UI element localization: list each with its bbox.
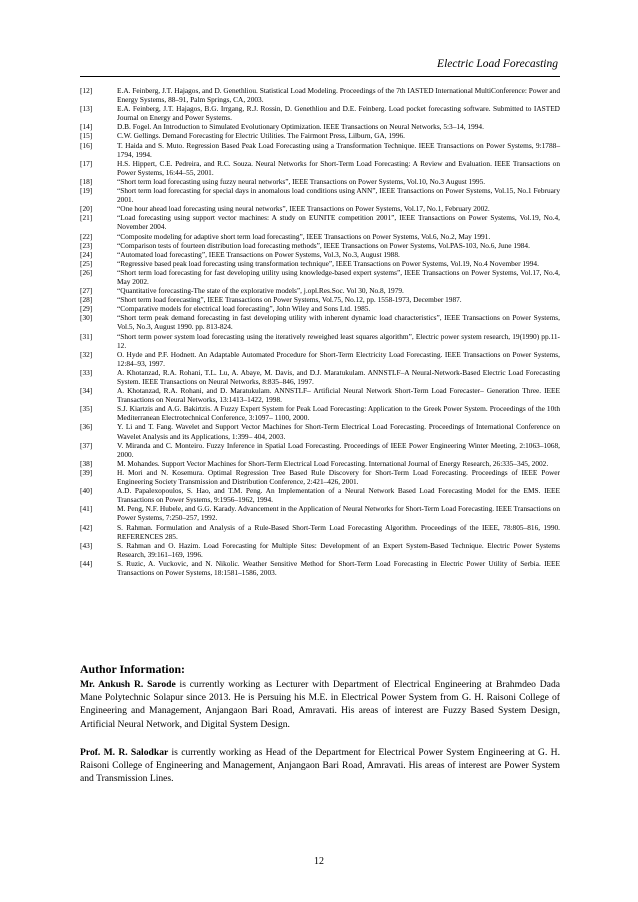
reference-text: “Short term load forecasting for special days in anomalous load conditions using ANN”, IEEE Transactions on Power Systems, Vol.15, No.1 February 2001. [117, 186, 560, 205]
reference-item [80, 186, 560, 204]
reference-text: D.B. Fogel. An Introduction to Simulated Evolutionary Optimization. IEEE Transactions on Neural Networks, 5:3–14, 1994. [117, 122, 484, 132]
reference-number: [39] [80, 467, 93, 477]
reference-number: [40] [80, 486, 93, 496]
reference-number: [20] [80, 204, 93, 214]
reference-number: [21] [80, 213, 93, 223]
reference-number: [16] [80, 140, 93, 150]
reference-text: “Composite modeling for adaptive short term load forecasting”, IEEE Transactions on Power Systems, Vol.6, No.2, May 1991. [117, 231, 491, 241]
reference-text: A. Khotanzad, R.A. Rohani, and D. Maratukulam. ANNSTLF– Artificial Neural Network Short-Term Load Forecaster– Generation Three. IEEE Transactions on Neural Networks, 13:1413–1422, 1998. [117, 386, 560, 405]
reference-item [80, 304, 560, 313]
reference-item [80, 104, 560, 122]
reference-number: [37] [80, 440, 93, 450]
reference-number: [14] [80, 122, 93, 132]
reference-item [80, 259, 560, 268]
reference-text: “Short term load forecasting for fast developing utility using knowledge-based expert systems”, IEEE Transactions on Power Systems, Vol.17, No.4, May 2002. [117, 267, 560, 286]
reference-text: “Comparison tests of fourteen distribution load forecasting methods”, IEEE Transactions on Power Systems, Vol.PAS-103, No.6, June 1984. [117, 240, 530, 250]
reference-number: [19] [80, 186, 93, 196]
reference-item [80, 286, 560, 295]
author-2-name: Prof. M. R. Salodkar [80, 747, 169, 758]
author-info-heading: Author Information: [80, 662, 185, 676]
reference-text: H.S. Hippert, C.E. Pedreira, and R.C. Souza. Neural Networks for Short-Term Load Forecasting: A Review and Evaluation. IEEE Transactions on Power Systems, 16:44–55, 2001. [117, 158, 560, 177]
reference-text: V. Miranda and C. Monteiro. Fuzzy Inference in Spatial Load Forecasting. Proceedings of IEEE Power Engineering Winter Meeting, 2:1063–1068, 2000. [117, 440, 560, 459]
reference-text: Y. Li and T. Fang. Wavelet and Support Vector Machines for Short-Term Electrical Load Forecasting. Proceedings of International Conference on Wavelet Analysis and its Applications, 1:399– 404, 2003. [117, 422, 560, 441]
reference-item [80, 241, 560, 250]
reference-number: [29] [80, 304, 93, 314]
reference-number: [26] [80, 267, 93, 277]
reference-number: [23] [80, 240, 93, 250]
reference-item [80, 250, 560, 259]
reference-text: “Short term load forecasting”, IEEE Transactions on Power Systems, Vol.75, No.12, pp. 1558-1973, December 1987. [117, 295, 462, 305]
reference-text: “Comparative models for electrical load forecasting”, John Wiley and Sons Ltd. 1985. [117, 304, 371, 314]
reference-text: “Short term power system load forecasting using the iteratively reweighed least squares algorithm”, Electric power system research, 19(1990) pp.11-12. [117, 331, 560, 350]
running-header: Electric Load Forecasting [437, 58, 558, 70]
reference-text: “Load forecasting using support vector machines: A study on EUNITE competition 2001”, IEEE Transactions on Power Systems, Vol.19, No.4, November 2004. [117, 213, 560, 232]
reference-item [80, 213, 560, 231]
reference-item [80, 368, 560, 386]
reference-item [80, 468, 560, 486]
reference-text: “Quantitative forecasting-The state of the explorative models”, j.opl.Res.Soc. Vol 30, No.8, 1979. [117, 286, 404, 296]
reference-item [80, 523, 560, 541]
reference-text: M. Peng, N.F. Hubele, and G.G. Karady. Advancement in the Application of Neural Networks for Short-Term Load Forecasting. IEEE Transactions on Power Systems, 7:250–257, 1992. [117, 504, 560, 523]
reference-item [80, 386, 560, 404]
reference-number: [13] [80, 104, 93, 114]
reference-number: [18] [80, 176, 93, 186]
reference-number: [43] [80, 540, 93, 550]
reference-text: O. Hyde and P.F. Hodnett. An Adaptable Automated Procedure for Short-Term Electricity Load Forecasting. IEEE Transactions on Power Systems, 12:84–93, 1997. [117, 349, 560, 368]
reference-item [80, 86, 560, 104]
reference-text: S. Rahman. Formulation and Analysis of a Rule-Based Short-Term Load Forecasting Algorithm. Proceedings of the IEEE, 78:805–816, 1990. REFERENCES 285. [117, 522, 560, 541]
reference-number: [30] [80, 313, 93, 323]
reference-number: [36] [80, 422, 93, 432]
reference-item [80, 350, 560, 368]
author-bio-paragraph-1 [80, 678, 560, 731]
reference-text: S.J. Kiartzis and A.G. Bakirtzis. A Fuzzy Expert System for Peak Load Forecasting: Application to the Greek Power System. Proceedings of the 10th Mediterranean Electrotechnical Conference, 3:1097– 1100, 2000. [117, 404, 560, 423]
reference-text: “Regressive based peak load forecasting using transformation technique”, IEEE Transactions on Power Systems, Vol.19, No.4 November 1994. [117, 258, 539, 268]
reference-number: [41] [80, 504, 93, 514]
reference-item [80, 541, 560, 559]
reference-number: [22] [80, 231, 93, 241]
reference-text: M. Mohandes. Support Vector Machines for Short-Term Electrical Load Forecasting. International Journal of Energy Research, 26:335–345, 2002. [117, 458, 549, 468]
reference-text: S. Rahman and O. Hazim. Load Forecasting for Multiple Sites: Development of an Expert System-Based Technique. Electric Power Systems Research, 39:161–169, 1996. [117, 540, 560, 559]
reference-item [80, 504, 560, 522]
page-number: 12 [314, 856, 324, 867]
author-1-name: Mr. Ankush R. Sarode [80, 679, 176, 690]
reference-item [80, 332, 560, 350]
reference-number: [17] [80, 158, 93, 168]
reference-item [80, 141, 560, 159]
reference-item [80, 313, 560, 331]
reference-number: [42] [80, 522, 93, 532]
reference-item [80, 441, 560, 459]
reference-item [80, 204, 560, 213]
reference-item [80, 177, 560, 186]
reference-number: [35] [80, 404, 93, 414]
reference-text: “Short term peak demand forecasting in fast developing utility with inherent dynamic load characteristics”, IEEE Transactions on Power Systems, Vol.5, No.3, August 1990. pp. 813-824. [117, 313, 560, 332]
reference-item [80, 559, 560, 577]
reference-number: [12] [80, 86, 93, 95]
reference-text: H. Mori and N. Kosemura. Optimal Regression Tree Based Rule Discovery for Short-Term Load Forecasting. Proceedings of IEEE Power Engineering Society Transmission and Distribution Conference, 2:421–426, 2001. [117, 467, 560, 487]
reference-number: [32] [80, 349, 93, 359]
reference-item [80, 486, 560, 504]
reference-number: [28] [80, 295, 93, 305]
reference-number: [27] [80, 286, 93, 296]
reference-text: T. Haida and S. Muto. Regression Based Peak Load Forecasting using a Transformation Technique. IEEE Transactions on Power Systems, 9:1788–1794, 1994. [117, 140, 560, 159]
reference-text: E.A. Feinberg, J.T. Hajagos, B.G. Irrgang, R.J. Rossin, D. Genethliou and D.E. Feinberg. Load pocket forecasting software. Submitted to IASTED Journal on Energy and Power Systems. [117, 104, 560, 123]
reference-number: [31] [80, 331, 93, 341]
reference-text: E.A. Feinberg, J.T. Hajagos, and D. Genethliou. Statistical Load Modeling. Proceedings of the 7th IASTED International MultiConference: Power and Energy Systems, 88–91, Palm Springs, CA, 2003. [117, 86, 560, 105]
reference-item [80, 459, 560, 468]
reference-number: [44] [80, 558, 93, 568]
reference-item [80, 159, 560, 177]
reference-text: C.W. Gellings. Demand Forecasting for Electric Utilities. The Fairmont Press, Lilburn, GA, 1996. [117, 131, 405, 141]
reference-number: [38] [80, 458, 93, 468]
reference-item [80, 422, 560, 440]
reference-item [80, 404, 560, 422]
reference-item [80, 122, 560, 131]
reference-item [80, 131, 560, 140]
author-2-bio: is currently working as Head of the Department for Electrical Power System Engineering at G. H. Raisoni College of Engineering and Management, Anjangaon Bari Road, Amravati. His areas of interest are Power System and Transmission Lines. [80, 747, 560, 785]
reference-item [80, 295, 560, 304]
author-1-bio: is currently working as Lecturer with Department of Electrical Engineering at Brahmdeo Dada Mane Polytechnic Solapur since 2013. He is Persuing his M.E. in Electrical Power System from G. H. Raisoni College of Engineering and Management, Anjangaon Bari Road, Amravati. His areas of interest are Fuzzy Based System Design, Artificial Neural Network, and Digital System Design. [80, 679, 560, 730]
reference-number: [34] [80, 386, 93, 396]
reference-text: “One hour ahead load forecasting using neural networks”, IEEE Transactions on Power Systems, Vol.17, No.1, February 2002. [117, 204, 490, 214]
reference-text: “Automated load forecasting”, IEEE Transactions on Power Systems, Vol.3, No.3, August 1988. [117, 249, 400, 259]
reference-number: [33] [80, 367, 93, 377]
reference-text: A.D. Papalexopoulos, S. Hao, and T.M. Peng. An Implementation of a Neural Network Based Load Forecasting Model for the EMS. IEEE Transactions on Power Systems, 9:1956–1962, 1994. [117, 486, 560, 505]
reference-text: S. Ruzic, A. Vuckovic, and N. Nikolic. Weather Sensitive Method for Short-Term Load Forecasting in Electric Power Utility of Serbia. IEEE Transactions on Power Systems, 18:1581–1586, 2003. [117, 558, 560, 577]
reference-item [80, 268, 560, 286]
reference-number: [15] [80, 131, 93, 141]
header-rule [80, 76, 560, 77]
reference-number: [25] [80, 258, 93, 268]
reference-item [80, 232, 560, 241]
reference-text: “Short term load forecasting using fuzzy neural networks”, IEEE Transactions on Power Systems, Vol.10, No.3 August 1995. [117, 176, 486, 186]
reference-number: [24] [80, 249, 93, 259]
reference-list [80, 86, 560, 577]
reference-text: A. Khotanzad, R.A. Rohani, T.L. Lu, A. Abaye, M. Davis, and D.J. Maratukulam. ANNSTLF–A Neural-Network-Based Electric Load Forecasting System. IEEE Transactions on Neural Networks, 8:835–846, 1997. [117, 367, 560, 386]
author-bio-paragraph-2 [80, 746, 560, 786]
